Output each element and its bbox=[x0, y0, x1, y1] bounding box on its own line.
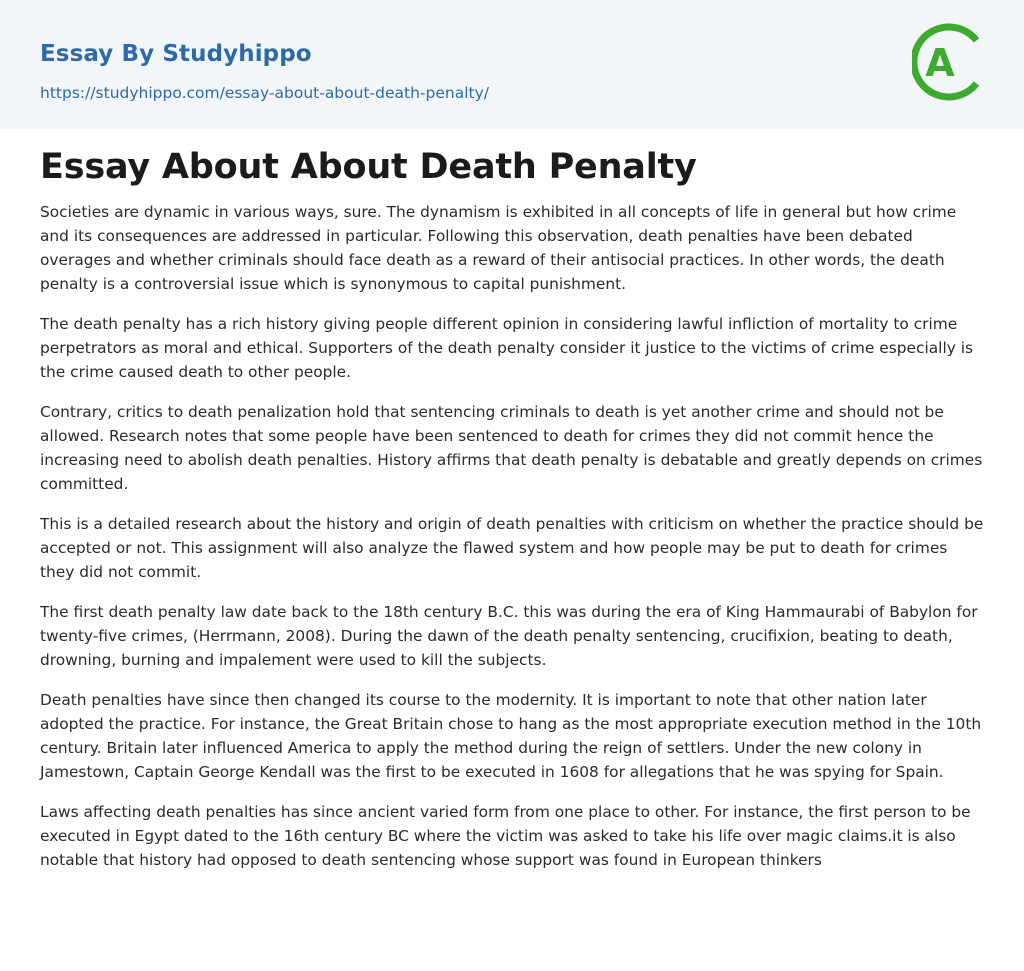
logo-letter: A bbox=[925, 41, 955, 85]
studyhippo-logo-icon[interactable] bbox=[912, 18, 988, 106]
article-paragraph: This is a detailed research about the history and origin of death penalties with criticism on whether the practice should be accepted or not. This assignment will also analyze the flawed system and how people may be put to death for crimes they did not commit. bbox=[40, 515, 984, 581]
article-title: Essay About About Death Penalty bbox=[40, 147, 697, 187]
article-paragraph: Societies are dynamic in various ways, sure. The dynamism is exhibited in all concepts of life in general but how crime and its consequences are addressed in particular. Following this observation, death penalties have been debated overages and whether criminals should face death as a reward of their antisocial practices. In other words, the death penalty is a controversial issue which is synonymous to capital punishment. bbox=[40, 203, 957, 293]
article-paragraph: The first death penalty law date back to the 18th century B.C. this was during the era of King Hammaurabi of Babylon for twenty-five crimes, (Herrmann, 2008). During the dawn of the death penalty sentencing, crucifixion, beating to death, drowning, burning and impalement were used to kill the subjects. bbox=[40, 603, 978, 669]
article bbox=[40, 143, 984, 888]
article-paragraph: Laws affecting death penalties has since ancient varied form from one place to other. For instance, the first person to be executed in Egypt dated to the 16th century BC where the victim was asked to take his life over magic claims.it is also notable that history had opposed to death sentencing whose support was found in European thinkers bbox=[40, 803, 971, 869]
article-paragraph: Death penalties have since then changed its course to the modernity. It is important to note that other nation later adopted the practice. For instance, the Great Britain chose to hang as the most appropriate execution method in the 10th century. Britain later influenced America to apply the method during the reign of settlers. Under the new colony in Jamestown, Captain George Kendall was the first to be executed in 1608 for allegations that he was spying for Spain. bbox=[40, 691, 982, 781]
site-brand[interactable]: Essay By Studyhippo bbox=[40, 41, 312, 67]
page-url-link[interactable]: https://studyhippo.com/essay-about-about-death-penalty/ bbox=[40, 84, 489, 102]
article-paragraph: The death penalty has a rich history giving people different opinion in considering lawful infliction of mortality to crime perpetrators as moral and ethical. Supporters of the death penalty consider it justice to the victims of crime especially is the crime caused death to other people. bbox=[40, 315, 974, 381]
site-header bbox=[0, 0, 1024, 129]
article-paragraph: Contrary, critics to death penalization hold that sentencing criminals to death is yet another crime and should not be allowed. Research notes that some people have been sentenced to death for crimes they did not commit hence the increasing need to abolish death penalties. History affirms that death penalty is debatable and greatly depends on crimes committed. bbox=[40, 403, 983, 493]
